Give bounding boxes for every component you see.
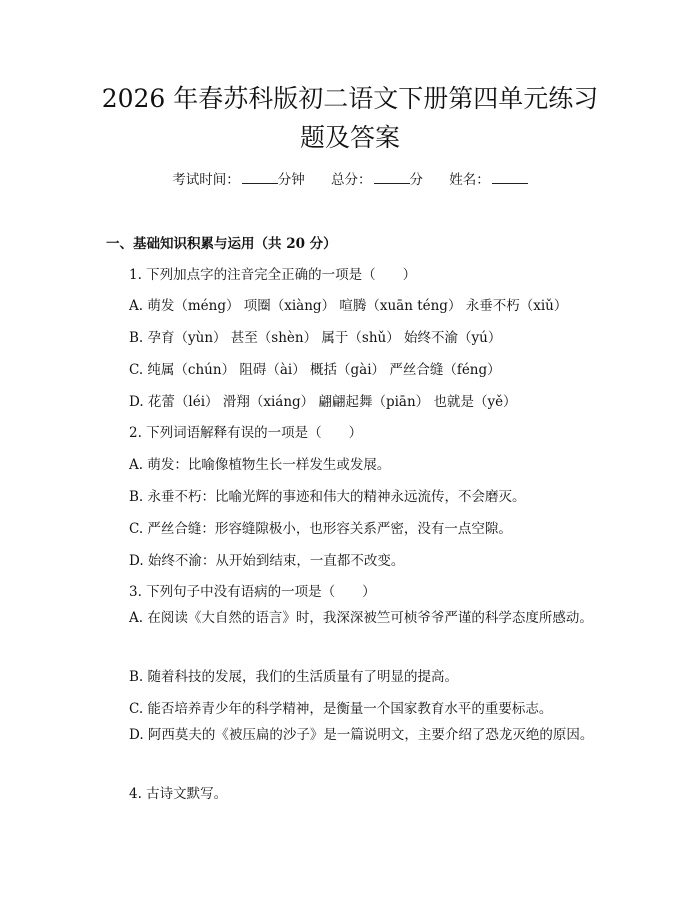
exam-name-blank (492, 171, 528, 184)
q3-stem: 3. 下列句子中没有语病的一项是（ ） (129, 584, 376, 600)
section-heading: 一、基础知识积累与运用（共 20 分） (106, 236, 337, 252)
exam-time (172, 172, 309, 188)
q2-option-c: C. 严丝合缝：形容缝隙极小，也形容关系严密，没有一点空隙。 (129, 521, 512, 537)
q1-option-d: D. 花蕾（léi） 滑翔（xiáng） 翩翩起舞（piān） 也就是（yě） (129, 394, 517, 410)
exam-score (331, 172, 427, 188)
exam-time-unit: 分钟 (277, 172, 305, 188)
doc-title-line1: 2026 年春苏科版初二语文下册第四单元练习 (101, 84, 599, 113)
q2-stem: 2. 下列词语解释有误的一项是（ ） (129, 425, 363, 441)
exam-score-label: 总分： (331, 172, 372, 188)
q2-option-b: B. 永垂不朽：比喻光辉的事迹和伟大的精神永远流传，不会磨灭。 (129, 489, 526, 505)
q3-option-c: C. 能否培养青少年的科学精神，是衡量一个国家教育水平的重要标志。 (129, 701, 553, 717)
exam-name-label: 姓名： (449, 172, 490, 188)
exam-name (449, 172, 528, 188)
q2-option-a: A. 萌发：比喻像植物生长一样发生或发展。 (129, 457, 391, 473)
q1-option-b: B. 孕育（yùn） 甚至（shèn） 属于（shǔ） 始终不渝（yú） (129, 330, 502, 346)
q4-stem: 4. 古诗文默写。 (129, 786, 228, 802)
exam-meta (0, 168, 700, 188)
q3-option-d: D. 阿西莫夫的《被压扁的沙子》是一篇说明文，主要介绍了恐龙灭绝的原因。 (129, 727, 594, 743)
q3-option-b: B. 随着科技的发展，我们的生活质量有了明显的提高。 (129, 669, 459, 685)
exam-time-blank (242, 171, 278, 184)
q1-option-a: A. 萌发（méng） 项圈（xiàng） 喧腾（xuān téng） 永垂不朽（xiǔ） (129, 298, 568, 314)
q1-stem: 1. 下列加点字的注音完全正确的一项是（ ） (129, 267, 417, 283)
exam-score-unit: 分 (409, 172, 423, 188)
q1-option-c: C. 纯属（chún） 阻碍（ài） 概括（gài） 严丝合缝（féng） (129, 362, 501, 378)
q2-option-d: D. 始终不渝：从开始到结束，一直都不改变。 (129, 553, 405, 569)
q3-option-a: A. 在阅读《大自然的语言》时，我深深被竺可桢爷爷严谨的科学态度所感动。 (129, 610, 593, 626)
exam-score-blank (374, 171, 410, 184)
doc-title-line2: 题及答案 (299, 123, 400, 152)
exam-time-label: 考试时间： (172, 172, 240, 188)
